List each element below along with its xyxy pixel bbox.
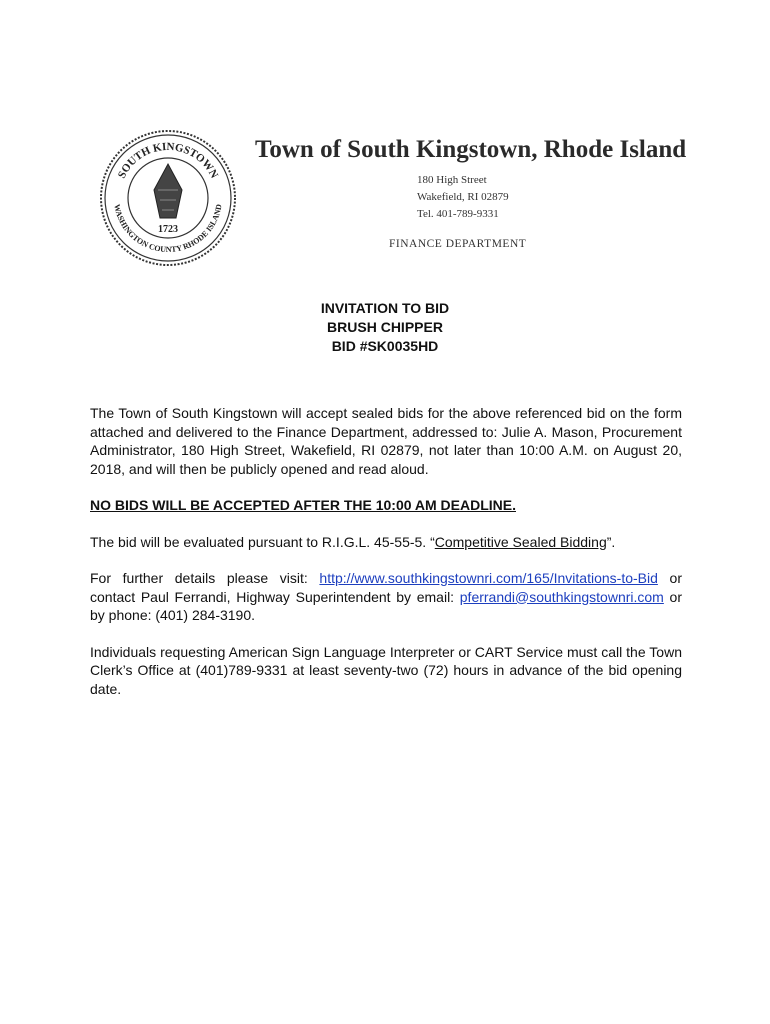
invitation-title [0, 299, 770, 356]
title-line-invitation: INVITATION TO BID [320, 300, 450, 316]
details-paragraph [90, 569, 682, 625]
contact-email-link[interactable]: pferrandi@southkingstownri.com [459, 588, 664, 605]
letterhead [252, 136, 712, 250]
address-city: Wakefield, RI 02879 [417, 191, 509, 203]
details-contact: or contact Paul Ferrandi, Highway Superintendent by email: [90, 570, 682, 605]
seal-top-text: SOUTH KINGSTOWN [115, 140, 221, 181]
address-phone: Tel. 401-789-9331 [417, 208, 499, 220]
town-seal-logo [98, 128, 238, 268]
address-street: 180 High Street [417, 174, 487, 186]
intro-paragraph: The Town of South Kingstown will accept sealed bids for the above referenced bid on the form attached and delivered to the Finance Department, addressed to: Julie A. Mason, Procurement Administrator, 180 High Street, Wakefield, RI 02879, not later than 10:00 A.M. on August 20, 2018, and will then be publicly opened and read aloud. [90, 405, 682, 477]
deadline-notice: NO BIDS WILL BE ACCEPTED AFTER THE 10:00 AM DEADLINE. [90, 497, 516, 513]
seal-year: 1723 [158, 224, 178, 235]
document-body [90, 404, 682, 716]
department-name: FINANCE DEPARTMENT [389, 238, 527, 250]
title-line-bid-number: BID #SK0035HD [331, 338, 439, 354]
town-name: Town of South Kingstown, Rhode Island [255, 136, 687, 163]
details-prefix: For further details please visit: [90, 570, 320, 586]
title-line-item: BRUSH CHIPPER [327, 319, 443, 335]
accessibility-paragraph: Individuals requesting American Sign Language Interpreter or CART Service must call the Town Clerk’s Office at (401)789-9331 at least seventy-two (72) hours in advance of the bid opening date. [90, 643, 682, 697]
details-phone: or by phone: (401) 284-3190. [90, 588, 682, 623]
invitations-url-link[interactable]: http://www.southkingstownri.com/165/Invitations-to-Bid [319, 570, 658, 586]
evaluation-suffix: ”. [606, 533, 616, 550]
competitive-bidding-link[interactable]: Competitive Sealed Bidding [434, 533, 607, 550]
seal-bottom-text: WASHINGTON COUNTY RHODE ISLAND [112, 203, 224, 255]
evaluation-prefix: The bid will be evaluated pursuant to R.I.G.L. 45-55-5. “ [90, 533, 435, 550]
evaluation-paragraph [90, 533, 682, 552]
